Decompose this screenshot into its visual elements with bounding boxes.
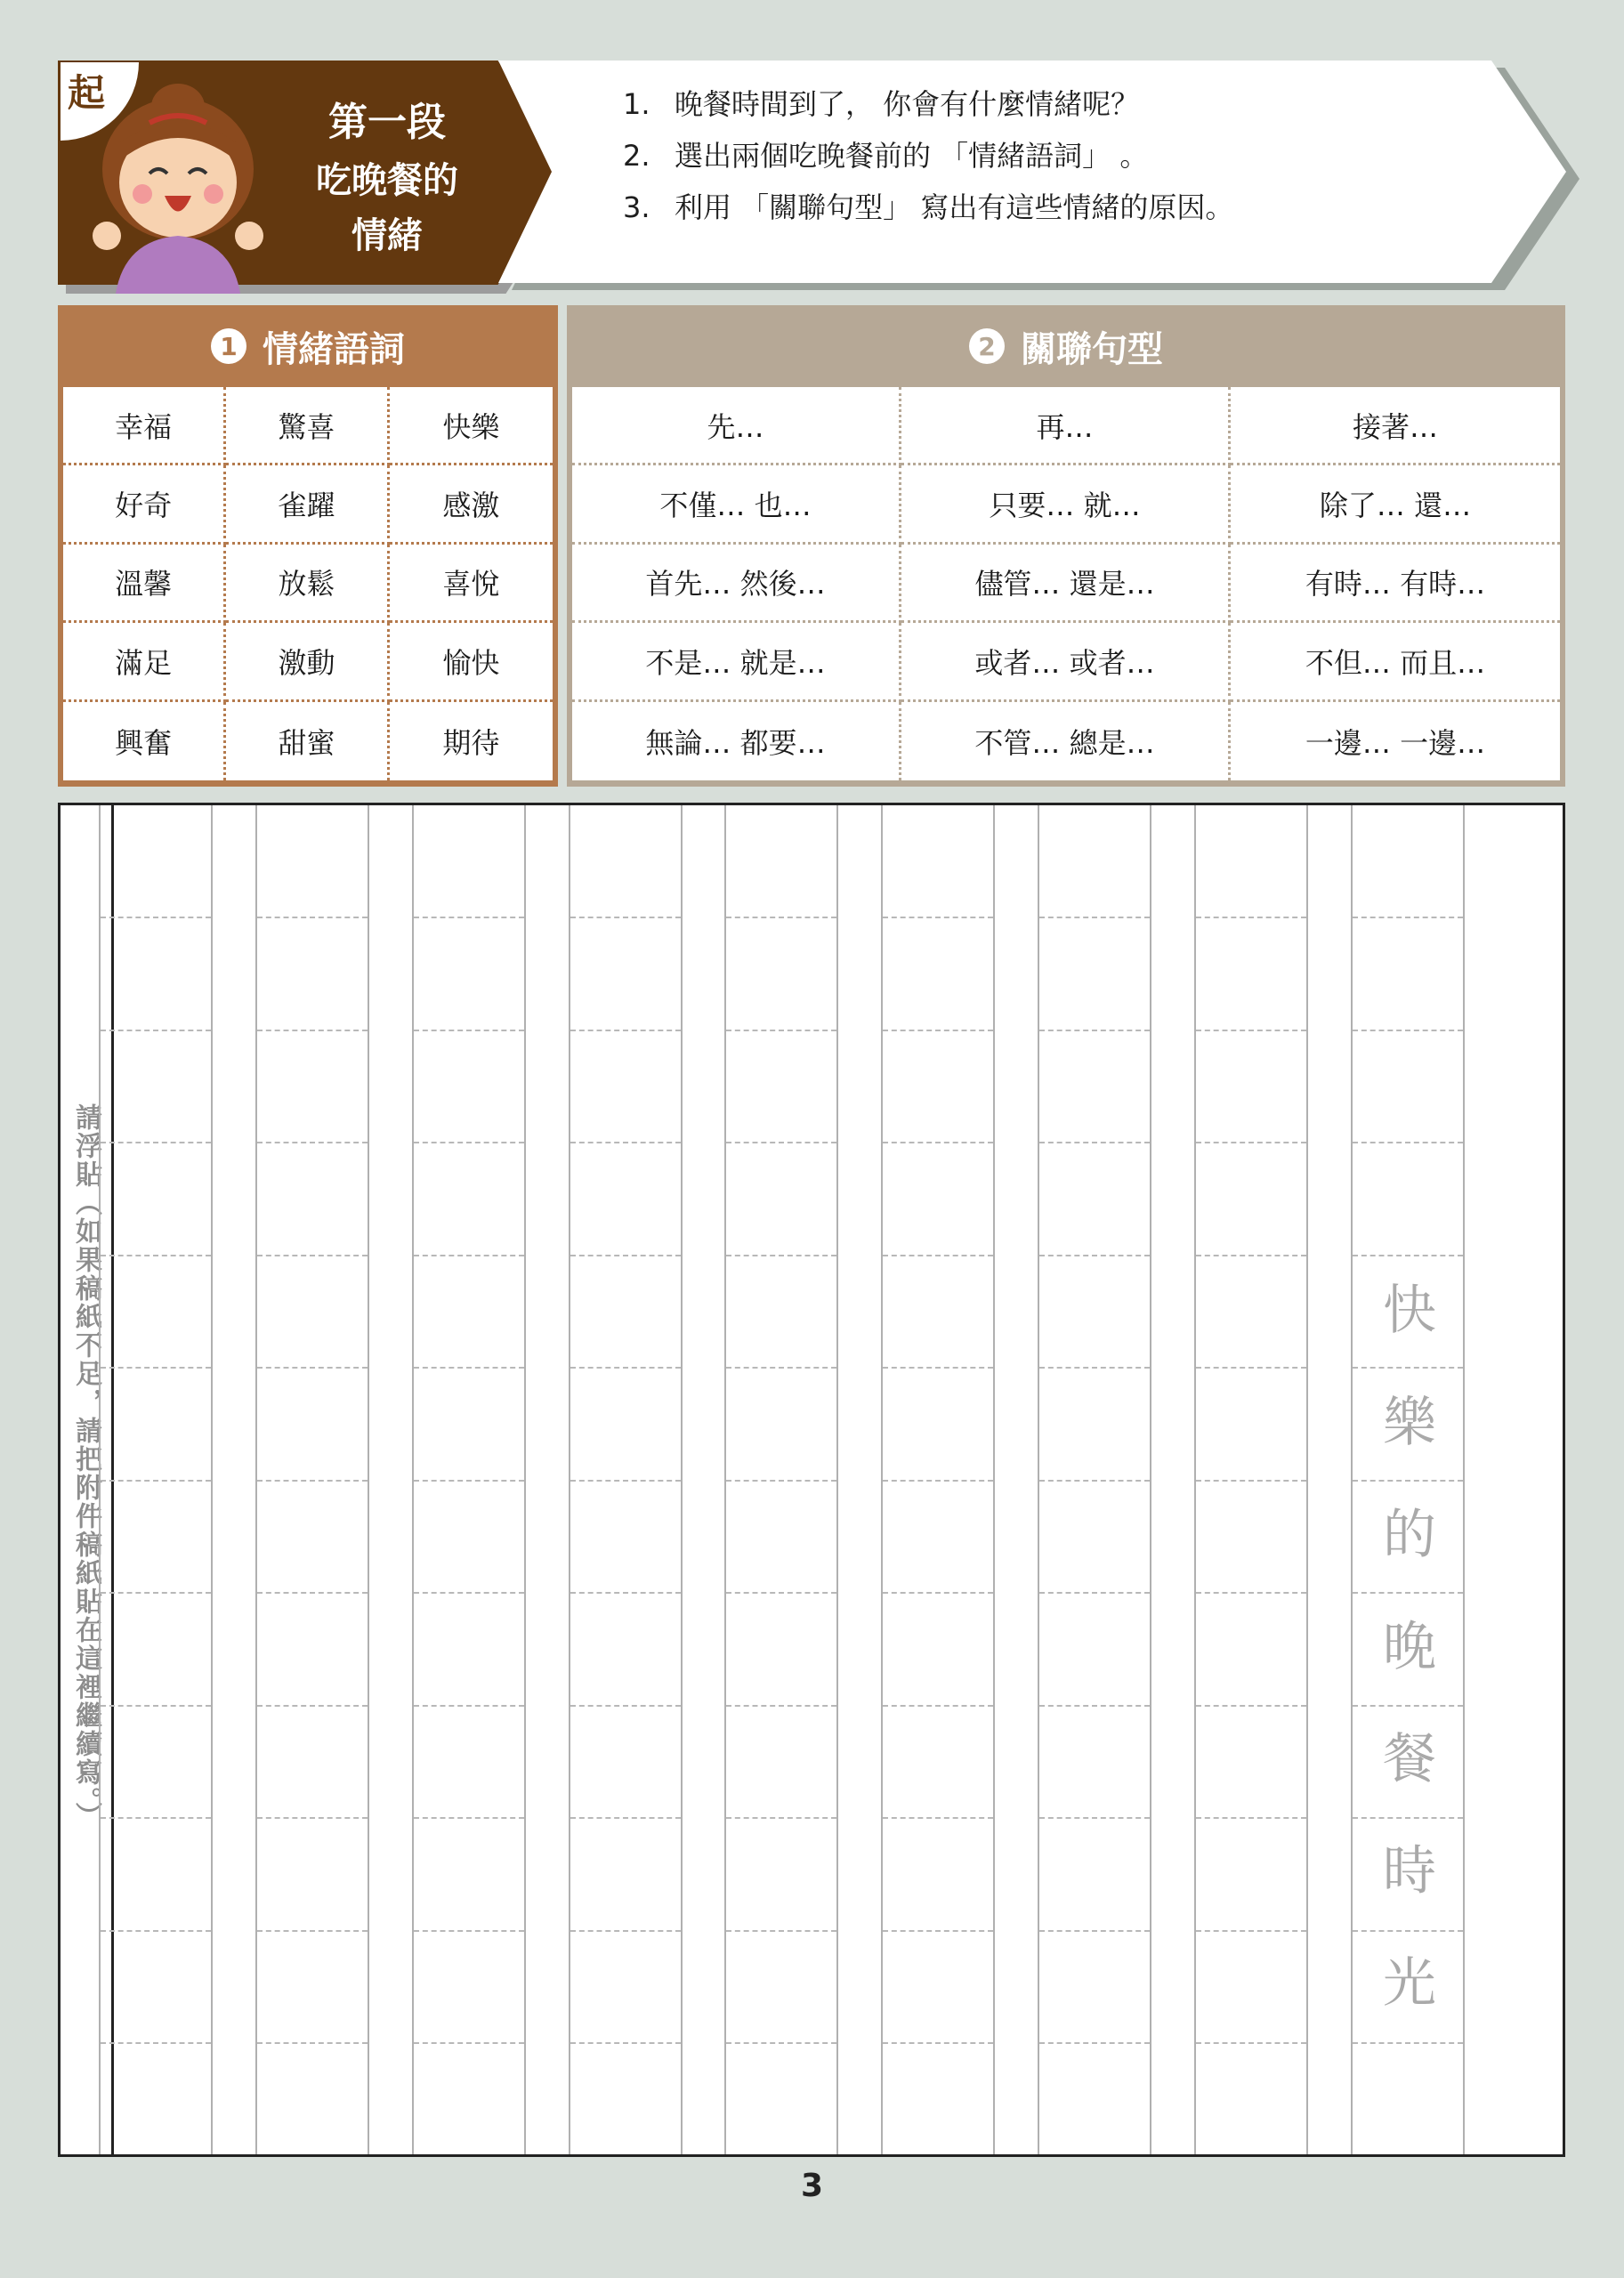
sentence-pattern: 首先… 然後… [572,545,901,623]
panel-number-badge: 1 [211,328,246,364]
emotion-word-grid [63,387,553,780]
grid-row-divider [570,1480,681,1482]
writing-column[interactable] [255,805,369,2154]
grid-row-divider [1353,2042,1463,2044]
emotion-word: 好奇 [63,465,226,544]
grid-row-divider [101,1817,211,1819]
grid-row-divider [1039,1592,1150,1594]
sentence-pattern: 不僅… 也… [572,465,901,544]
grid-row-divider [414,917,524,918]
section-title-line2: 吃晚餐的 [316,160,458,202]
grid-row-divider [1039,1817,1150,1819]
sentence-pattern: 不是… 就是… [572,623,901,701]
grid-row-divider [414,1142,524,1143]
emotion-word: 感激 [390,465,553,544]
grid-row-divider [1196,1030,1306,1031]
grid-row-divider [726,1592,836,1594]
instruction-item [623,130,1468,182]
grid-row-divider [570,1592,681,1594]
sentence-pattern: 有時… 有時… [1231,545,1560,623]
grid-row-divider [257,1705,368,1707]
grid-row-divider [1039,1030,1150,1031]
grid-row-divider [726,1930,836,1932]
grid-row-divider [570,2042,681,2044]
paste-note: 請浮貼（如果稿紙不足，請把附件稿紙貼在這裡繼續寫。） [70,1103,101,1830]
grid-row-divider [257,1255,368,1256]
emotion-panel-header [58,305,558,387]
grid-row-divider [883,1480,993,1482]
grid-row-divider [570,1705,681,1707]
emotion-word: 放鬆 [226,545,389,623]
grid-row-divider [1039,1705,1150,1707]
grid-row-divider [414,1930,524,1932]
grid-row-divider [101,1930,211,1932]
grid-row-divider [570,1930,681,1932]
emotion-words-panel [58,305,558,787]
grid-row-divider [883,1255,993,1256]
grid-row-divider [1039,1255,1150,1256]
grid-row-divider [1196,1255,1306,1256]
title-character: 餐 [1383,1728,1436,1790]
grid-row-divider [257,1480,368,1482]
writing-column[interactable] [881,805,995,2154]
pattern-panel-title: 關聯句型 [1021,328,1163,370]
grid-row-divider [414,1255,524,1256]
grid-row-divider [1353,1142,1463,1143]
grid-row-divider [726,1255,836,1256]
writing-column[interactable] [1038,805,1151,2154]
grid-row-divider [1196,2042,1306,2044]
grid-row-divider [101,1142,211,1143]
grid-row-divider [883,1930,993,1932]
title-character: 快 [1383,1280,1436,1342]
grid-row-divider [257,1592,368,1594]
grid-row-divider [883,1705,993,1707]
section-title-line3: 情緒 [351,215,423,257]
grid-row-divider [101,1705,211,1707]
sentence-pattern: 或者… 或者… [901,623,1231,701]
grid-row-divider [1039,2042,1150,2044]
grid-row-divider [1196,1480,1306,1482]
grid-row-divider [883,2042,993,2044]
instruction-item [623,78,1468,130]
grid-row-divider [1353,917,1463,918]
writing-column[interactable] [1351,805,1465,2154]
sentence-pattern: 除了… 還… [1231,465,1560,544]
title-character: 晚 [1383,1616,1436,1678]
grid-row-divider [1039,917,1150,918]
grid-row-divider [570,917,681,918]
grid-row-divider [1196,1592,1306,1594]
grid-row-divider [101,1030,211,1031]
grid-row-divider [1039,1367,1150,1369]
emotion-word: 喜悅 [390,545,553,623]
grid-row-divider [726,917,836,918]
grid-row-divider [570,1030,681,1031]
grid-row-divider [1039,1930,1150,1932]
instruction-list [623,78,1468,233]
grid-row-divider [101,1255,211,1256]
emotion-word: 雀躍 [226,465,389,544]
instruction-number: 3. [623,190,650,224]
emotion-word: 幸福 [63,387,226,465]
grid-row-divider [726,1817,836,1819]
title-character: 樂 [1383,1392,1436,1454]
grid-row-divider [1196,1367,1306,1369]
instruction-text: 利用 「關聯句型」 寫出有這些情緒的原因。 [675,190,1234,224]
grid-row-divider [414,1367,524,1369]
emotion-word: 滿足 [63,623,226,701]
sentence-pattern: 不管… 總是… [901,702,1231,780]
grid-row-divider [101,1367,211,1369]
writing-column[interactable] [412,805,526,2154]
grid-row-divider [883,1142,993,1143]
corner-label: 起 [68,71,106,115]
section-title-line1: 第一段 [328,100,446,145]
title-character: 時 [1383,1840,1436,1902]
grid-row-divider [1039,1142,1150,1143]
grid-row-divider [257,2042,368,2044]
grid-row-divider [883,1030,993,1031]
grid-row-divider [1196,1142,1306,1143]
grid-row-divider [414,1705,524,1707]
grid-row-divider [726,1142,836,1143]
grid-row-divider [101,2042,211,2044]
pattern-panel-header [567,305,1565,387]
grid-row-divider [101,1592,211,1594]
sentence-pattern: 不但… 而且… [1231,623,1560,701]
emotion-word: 驚喜 [226,387,389,465]
emotion-word: 激動 [226,623,389,701]
sentence-pattern: 無論… 都要… [572,702,901,780]
grid-row-divider [726,1367,836,1369]
grid-row-divider [414,2042,524,2044]
grid-row-divider [414,1592,524,1594]
title-character: 的 [1383,1504,1436,1566]
writing-column[interactable] [724,805,838,2154]
pattern-grid [572,387,1560,780]
emotion-word: 溫馨 [63,545,226,623]
writing-column[interactable] [569,805,683,2154]
grid-row-divider [1196,917,1306,918]
grid-row-divider [726,1480,836,1482]
grid-row-divider [1353,1030,1463,1031]
grid-row-divider [1039,1480,1150,1482]
grid-row-divider [257,917,368,918]
grid-row-divider [414,1030,524,1031]
grid-row-divider [257,1817,368,1819]
emotion-word: 甜蜜 [226,702,389,780]
sentence-pattern: 儘管… 還是… [901,545,1231,623]
grid-row-divider [1196,1705,1306,1707]
instruction-item [623,182,1468,233]
grid-row-divider [257,1930,368,1932]
instruction-text: 選出兩個吃晚餐前的 「情緒語詞」 。 [675,139,1149,173]
grid-row-divider [883,1367,993,1369]
grid-row-divider [1196,1817,1306,1819]
writing-column[interactable] [99,805,213,2154]
panel-number-badge: 2 [969,328,1005,364]
grid-row-divider [726,1705,836,1707]
grid-row-divider [257,1142,368,1143]
grid-row-divider [570,1367,681,1369]
grid-row-divider [257,1367,368,1369]
instruction-number: 2. [623,139,650,173]
grid-row-divider [883,1817,993,1819]
sentence-pattern: 接著… [1231,387,1560,465]
grid-row-divider [883,917,993,918]
title-character: 光 [1383,1952,1436,2015]
sentence-pattern: 再… [901,387,1231,465]
emotion-panel-title: 情緒語詞 [263,328,405,370]
grid-row-divider [1196,1930,1306,1932]
sentence-pattern-panel [567,305,1565,787]
instruction-number: 1. [623,87,650,121]
grid-row-divider [570,1255,681,1256]
emotion-word: 愉快 [390,623,553,701]
grid-row-divider [570,1817,681,1819]
grid-row-divider [726,2042,836,2044]
sentence-pattern: 一邊… 一邊… [1305,725,1486,760]
girl-illustration-icon [71,53,285,294]
grid-row-divider [414,1480,524,1482]
essay-title [1353,1255,1466,2040]
grid-row-divider [570,1142,681,1143]
emotion-word: 興奮 [63,702,226,780]
grid-row-divider [414,1817,524,1819]
instruction-text: 晚餐時間到了， 你會有什麼情緒呢？ [675,87,1140,121]
sentence-pattern: 只要… 就… [901,465,1231,544]
emotion-word: 期待 [442,725,500,760]
writing-paper [58,803,1565,2157]
grid-row-divider [726,1030,836,1031]
grid-row-divider [101,917,211,918]
page-number: 3 [800,2168,824,2204]
writing-column[interactable] [1194,805,1308,2154]
section-title [267,93,507,263]
grid-row-divider [101,1480,211,1482]
emotion-word: 快樂 [390,387,553,465]
grid-row-divider [257,1030,368,1031]
sentence-pattern: 先… [572,387,901,465]
grid-row-divider [883,1592,993,1594]
